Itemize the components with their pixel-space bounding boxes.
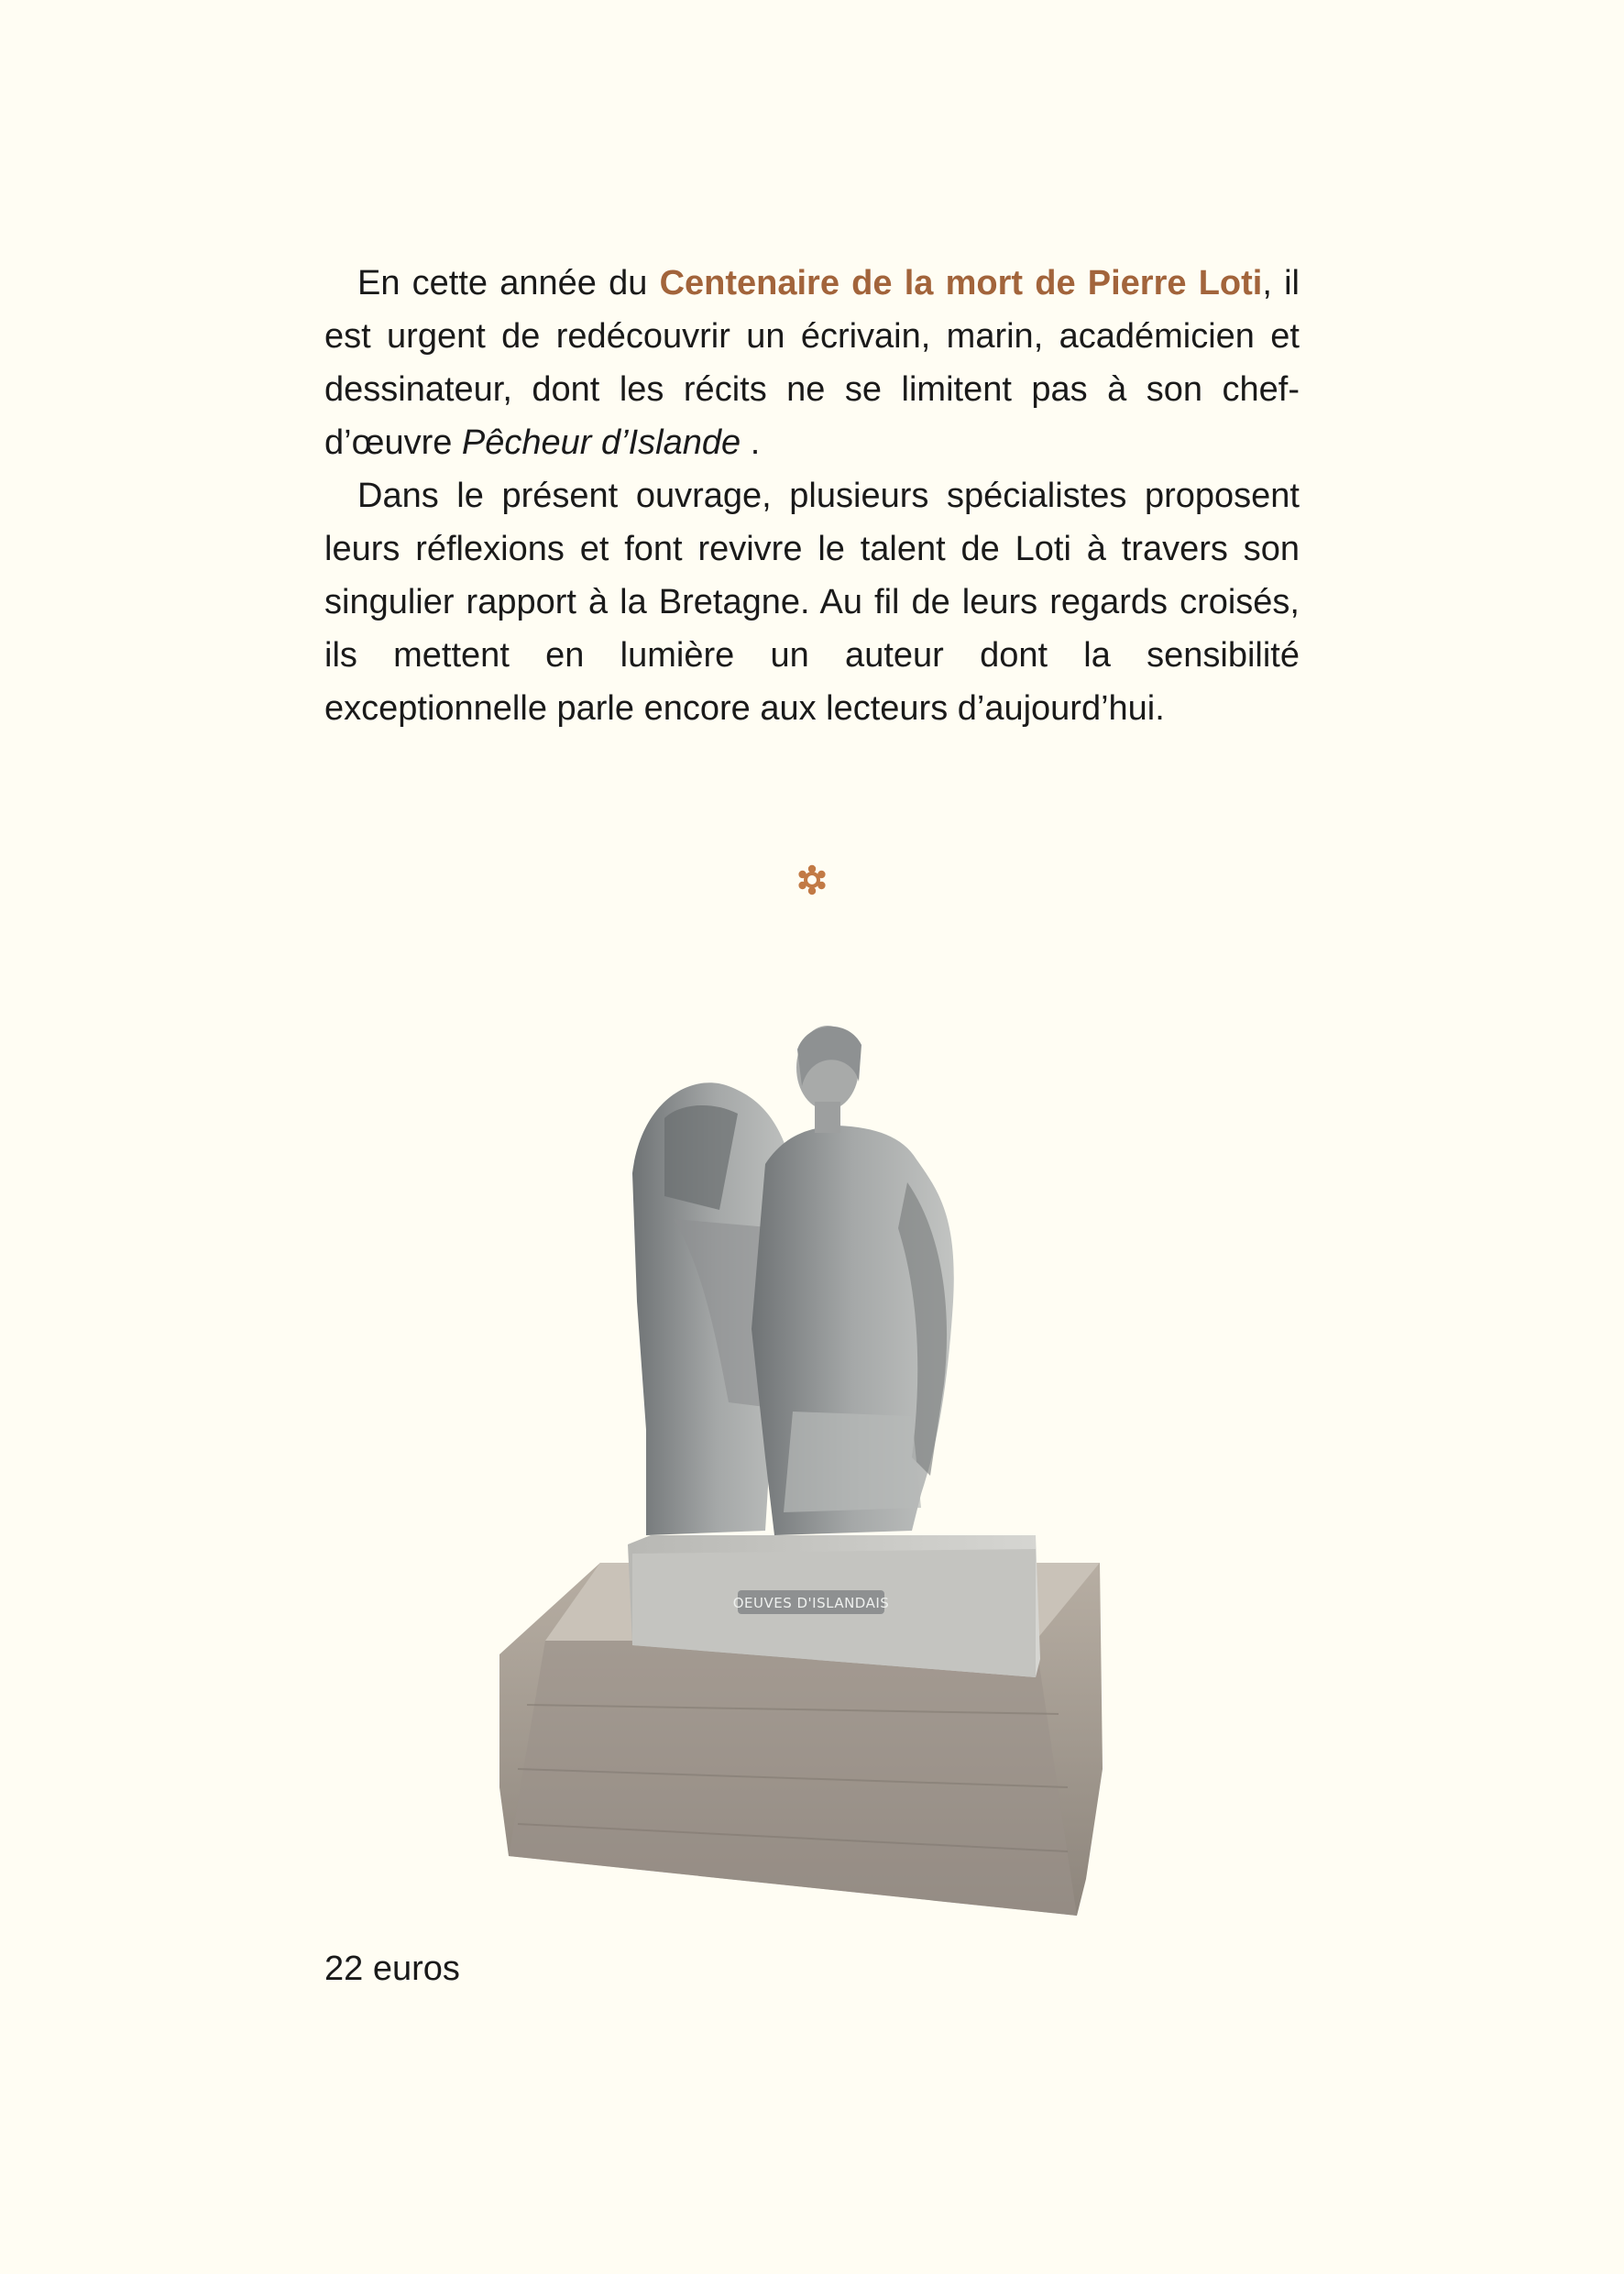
book-title-italic: Pêcheur d’Islande — [461, 423, 741, 462]
description-text — [324, 257, 1300, 735]
statue-inscription: OEUVES D'ISLANDAIS — [732, 1595, 890, 1611]
paragraph-1-middle: , il est urgent de redécouvrir un écrivain, marin, académicien et dessinateur, dont les récits ne se limitent pas à son chef-d’œuvre — [324, 264, 1300, 462]
paragraph-1 — [324, 257, 1300, 469]
paragraph-1-start: En cette année du — [357, 264, 660, 302]
flower-ornament-icon — [796, 864, 828, 895]
paragraph-1-end: . — [741, 423, 761, 462]
price-label: 22 euros — [324, 1950, 460, 1988]
standing-woman-figure — [752, 1026, 954, 1535]
paragraph-2: Dans le présent ouvrage, plusieurs spécialistes proposent leurs réflexions et font revivre le talent de Loti à travers son singulier rapport à la Bretagne. Au fil de leurs regards croisés, ils mettent en lumière un auteur dont la sensibilité exceptionnelle parle encore aux lecteurs d’aujourd’hui. — [324, 477, 1300, 728]
centenary-highlight: Centenaire de la mort de Pierre Loti — [659, 264, 1263, 302]
statue-photo — [490, 999, 1114, 1925]
